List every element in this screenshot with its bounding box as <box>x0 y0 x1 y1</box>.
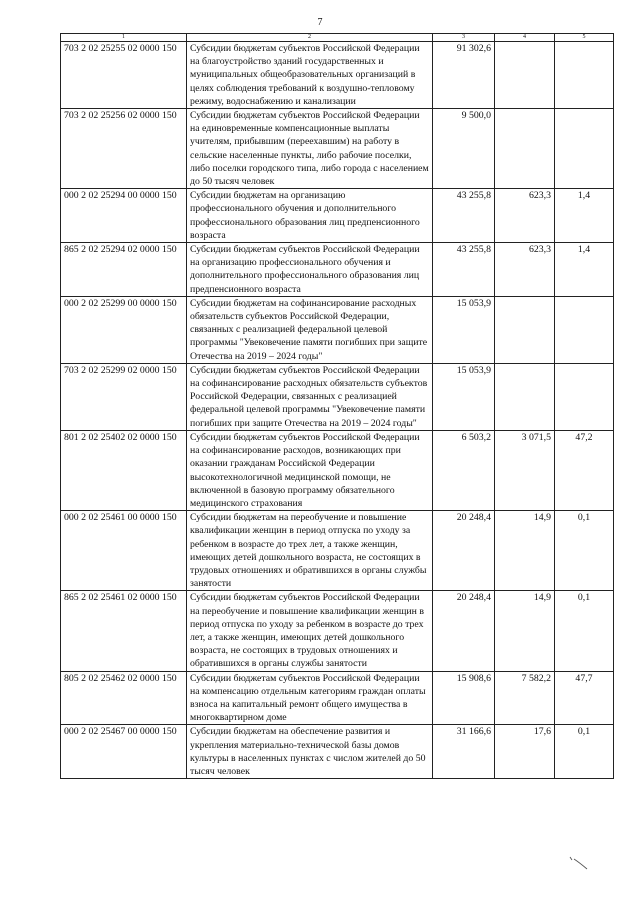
budget-table <box>60 33 614 779</box>
planned-amount: 15 053,9 <box>433 296 495 363</box>
item-name: Субсидии бюджетам на софинансирование расходных обязательств субъектов Российской Федерации, связанных с реализацией федеральной целевой программы "Увековечение памяти погибших при защите Отечества на 2019 – 2024 годы" <box>187 296 433 363</box>
budget-code: 000 2 02 25461 00 0000 150 <box>61 511 187 591</box>
executed-amount: 623,3 <box>495 189 555 243</box>
executed-amount: 14,9 <box>495 591 555 671</box>
executed-amount: 7 582,2 <box>495 671 555 725</box>
table-body <box>61 42 614 779</box>
planned-amount: 6 503,2 <box>433 430 495 510</box>
budget-code: 703 2 02 25299 02 0000 150 <box>61 363 187 430</box>
budget-code: 865 2 02 25461 02 0000 150 <box>61 591 187 671</box>
budget-code: 000 2 02 25294 00 0000 150 <box>61 189 187 243</box>
column-header-row <box>61 34 614 42</box>
planned-amount: 15 053,9 <box>433 363 495 430</box>
execution-percent: 0,1 <box>555 725 614 779</box>
page-number: 7 <box>317 17 323 28</box>
execution-percent: 0,1 <box>555 511 614 591</box>
item-name: Субсидии бюджетам субъектов Российской Федерации на софинансирование расходов, возникающих при оказании гражданам Российской Федерации высокотехнологичной медицинской помощи, не включенной в базовую программу обязательного медицинского страхования <box>187 430 433 510</box>
table-row <box>61 430 614 510</box>
execution-percent: 47,2 <box>555 430 614 510</box>
column-header: 5 <box>555 34 614 42</box>
executed-amount <box>495 109 555 189</box>
planned-amount: 91 302,6 <box>433 42 495 109</box>
item-name: Субсидии бюджетам субъектов Российской Федерации на единовременные компенсационные выплаты учителям, прибывшим (переехавшим) на работу в сельские населенные пункты, либо рабочие поселки, либо поселки городского типа, либо города с населением до 50 тысяч человек <box>187 109 433 189</box>
planned-amount: 20 248,4 <box>433 591 495 671</box>
table-row <box>61 189 614 243</box>
execution-percent: 1,4 <box>555 243 614 297</box>
planned-amount: 31 166,6 <box>433 725 495 779</box>
planned-amount: 9 500,0 <box>433 109 495 189</box>
execution-percent: 0,1 <box>555 591 614 671</box>
item-name: Субсидии бюджетам на обеспечение развития и укрепления материально-технической базы домов культуры в населенных пунктах с числом жителей до 50 тысяч человек <box>187 725 433 779</box>
executed-amount: 17,6 <box>495 725 555 779</box>
budget-code: 703 2 02 25256 02 0000 150 <box>61 109 187 189</box>
column-header: 2 <box>187 34 433 42</box>
budget-code: 865 2 02 25294 02 0000 150 <box>61 243 187 297</box>
column-header: 4 <box>495 34 555 42</box>
table-row <box>61 42 614 109</box>
executed-amount: 623,3 <box>495 243 555 297</box>
item-name: Субсидии бюджетам субъектов Российской Федерации на компенсацию отдельным категориям граждан оплаты взноса на капитальный ремонт общего имущества в многоквартирном доме <box>187 671 433 725</box>
budget-code: 000 2 02 25299 00 0000 150 <box>61 296 187 363</box>
table-row <box>61 725 614 779</box>
column-header: 1 <box>61 34 187 42</box>
planned-amount: 43 255,8 <box>433 243 495 297</box>
item-name: Субсидии бюджетам на переобучение и повышение квалификации женщин в период отпуска по уходу за ребенком в возрасте до трех лет, а также женщин, имеющих детей дошкольного возраста, не состоящих в трудовых отношениях и обратившихся в органы службы занятости <box>187 511 433 591</box>
budget-code: 801 2 02 25402 02 0000 150 <box>61 430 187 510</box>
executed-amount <box>495 42 555 109</box>
budget-code: 000 2 02 25467 00 0000 150 <box>61 725 187 779</box>
executed-amount: 3 071,5 <box>495 430 555 510</box>
item-name: Субсидии бюджетам субъектов Российской Федерации на софинансирование расходных обязательств субъектов Российской Федерации, связанных с реализацией федеральной целевой программы "Увековечение памяти погибших при защите Отечества на 2019 – 2024 годы" <box>187 363 433 430</box>
budget-code: 805 2 02 25462 02 0000 150 <box>61 671 187 725</box>
item-name: Субсидии бюджетам субъектов Российской Федерации на организацию профессионального обучения и дополнительного профессионального образования лиц предпенсионного возраста <box>187 243 433 297</box>
planned-amount: 43 255,8 <box>433 189 495 243</box>
item-name: Субсидии бюджетам субъектов Российской Федерации на переобучение и повышение квалификации женщин в период отпуска по уходу за ребенком в возрасте до трех лет, а также женщин, имеющих детей дошкольного возраста, не состоящих в трудовых отношениях и обратившихся в органы службы занятости <box>187 591 433 671</box>
executed-amount <box>495 296 555 363</box>
table-row <box>61 109 614 189</box>
planned-amount: 20 248,4 <box>433 511 495 591</box>
budget-code: 703 2 02 25255 02 0000 150 <box>61 42 187 109</box>
table-row <box>61 511 614 591</box>
planned-amount: 15 908,6 <box>433 671 495 725</box>
table-row <box>61 671 614 725</box>
column-header: 3 <box>433 34 495 42</box>
execution-percent <box>555 363 614 430</box>
execution-percent: 1,4 <box>555 189 614 243</box>
table-row <box>61 296 614 363</box>
executed-amount: 14,9 <box>495 511 555 591</box>
execution-percent <box>555 42 614 109</box>
execution-percent: 47,7 <box>555 671 614 725</box>
execution-percent <box>555 109 614 189</box>
pen-mark <box>568 856 590 870</box>
item-name: Субсидии бюджетам субъектов Российской Федерации на благоустройство зданий государственных и муниципальных общеобразовательных организаций в целях соблюдения требований к воздушно-тепловому режиму, водоснабжению и канализации <box>187 42 433 109</box>
execution-percent <box>555 296 614 363</box>
table-row <box>61 591 614 671</box>
item-name: Субсидии бюджетам на организацию профессионального обучения и дополнительного профессионального образования лиц предпенсионного возраста <box>187 189 433 243</box>
table-row <box>61 363 614 430</box>
table-row <box>61 243 614 297</box>
executed-amount <box>495 363 555 430</box>
